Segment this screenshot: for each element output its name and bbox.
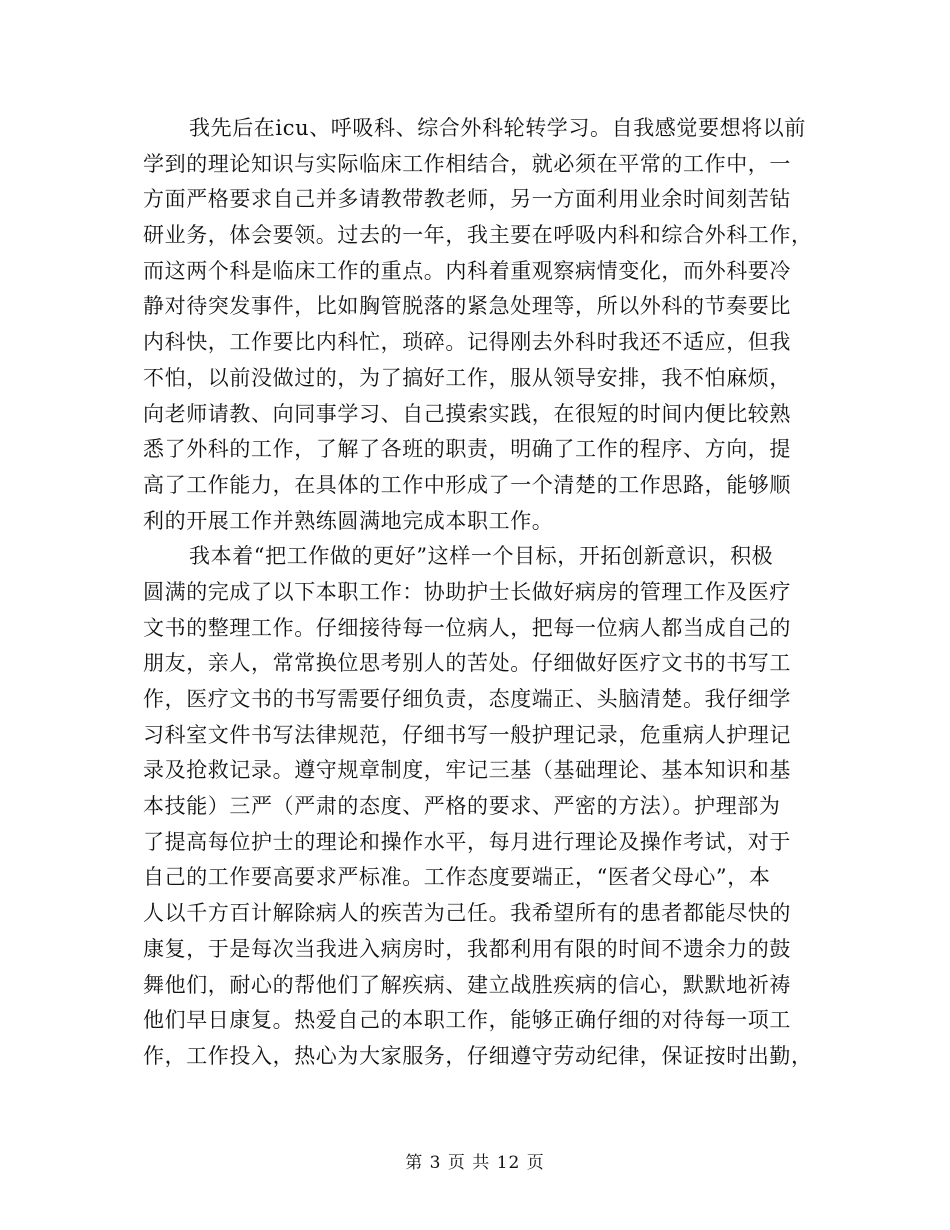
text-line: 高了工作能力，在具体的工作中形成了一个清楚的工作思路，能够顺 xyxy=(143,472,791,497)
text-line: 了提高每位护士的理论和操作水平，每月进行理论及操作考试，对于 xyxy=(143,829,791,854)
text-line: 习科室文件书写法律规范，仔细书写一般护理记录，危重病人护理记 xyxy=(143,722,791,747)
text-line: 静对待突发事件，比如胸管脱落的紧急处理等，所以外科的节奏要比 xyxy=(143,294,791,319)
page-number-footer: 第 3 页 共 12 页 xyxy=(405,1153,545,1173)
text-line: 人以千方百计解除病人的疾苦为己任。我希望所有的患者都能尽快的 xyxy=(143,901,791,926)
text-line: 悉了外科的工作，了解了各班的职责，明确了工作的程序、方向，提 xyxy=(143,437,791,462)
text-line: 我本着“把工作做的更好”这样一个目标，开拓创新意识，积极 xyxy=(189,544,774,569)
text-line: 圆满的完成了以下本职工作：协助护士长做好病房的管理工作及医疗 xyxy=(143,579,791,604)
body-text xyxy=(143,111,813,1075)
paragraph-1 xyxy=(143,111,813,539)
text-line: 内科快，工作要比内科忙，琐碎。记得刚去外科时我还不适应，但我 xyxy=(143,330,791,355)
text-line: 利的开展工作并熟练圆满地完成本职工作。 xyxy=(143,508,554,533)
text-line: 不怕，以前没做过的，为了搞好工作，服从领导安排，我不怕麻烦， xyxy=(143,365,791,390)
text-line: 研业务，体会要领。过去的一年，我主要在呼吸内科和综合外科工作， xyxy=(143,223,813,248)
text-line: 方面严格要求自己并多请教带教老师，另一方面利用业余时间刻苦钻 xyxy=(143,187,791,212)
text-line: 向老师请教、向同事学习、自己摸索实践，在很短的时间内便比较熟 xyxy=(143,401,791,426)
text-line: 作，医疗文书的书写需要仔细负责，态度端正、头脑清楚。我仔细学 xyxy=(143,687,791,711)
text-line: 学到的理论知识与实际临床工作相结合，就必须在平常的工作中，一 xyxy=(143,151,791,176)
text-line: 他们早日康复。热爱自己的本职工作，能够正确仔细的对待每一项工 xyxy=(143,1008,791,1033)
text-line: 文书的整理工作。仔细接待每一位病人，把每一位病人都当成自己的 xyxy=(143,615,791,640)
text-line: 朋友，亲人，常常换位思考别人的苦处。仔细做好医疗文书的书写工 xyxy=(143,651,791,676)
text-line: 作，工作投入，热心为大家服务，仔细遵守劳动纪律，保证按时出勤， xyxy=(143,1043,813,1068)
text-line: 本技能）三严（严肃的态度、严格的要求、严密的方法）。护理部为 xyxy=(143,794,781,819)
paragraph-2 xyxy=(143,539,813,1074)
text-line: 康复，于是每次当我进入病房时，我都利用有限的时间不遗余力的鼓 xyxy=(143,936,791,961)
text-line: 自己的工作要高要求严标准。工作态度要端正，“医者父母心”，本 xyxy=(143,865,771,890)
text-line: 舞他们，耐心的帮他们了解疾病、建立战胜疾病的信心，默默地祈祷 xyxy=(143,972,791,997)
text-line: 我先后在icu、呼吸科、综合外科轮转学习。自我感觉要想将以前 xyxy=(189,116,806,140)
text-line: 录及抢救记录。遵守规章制度，牢记三基（基础理论、基本知识和基 xyxy=(143,758,791,783)
text-line: 而这两个科是临床工作的重点。内科着重观察病情变化，而外科要冷 xyxy=(143,258,791,283)
